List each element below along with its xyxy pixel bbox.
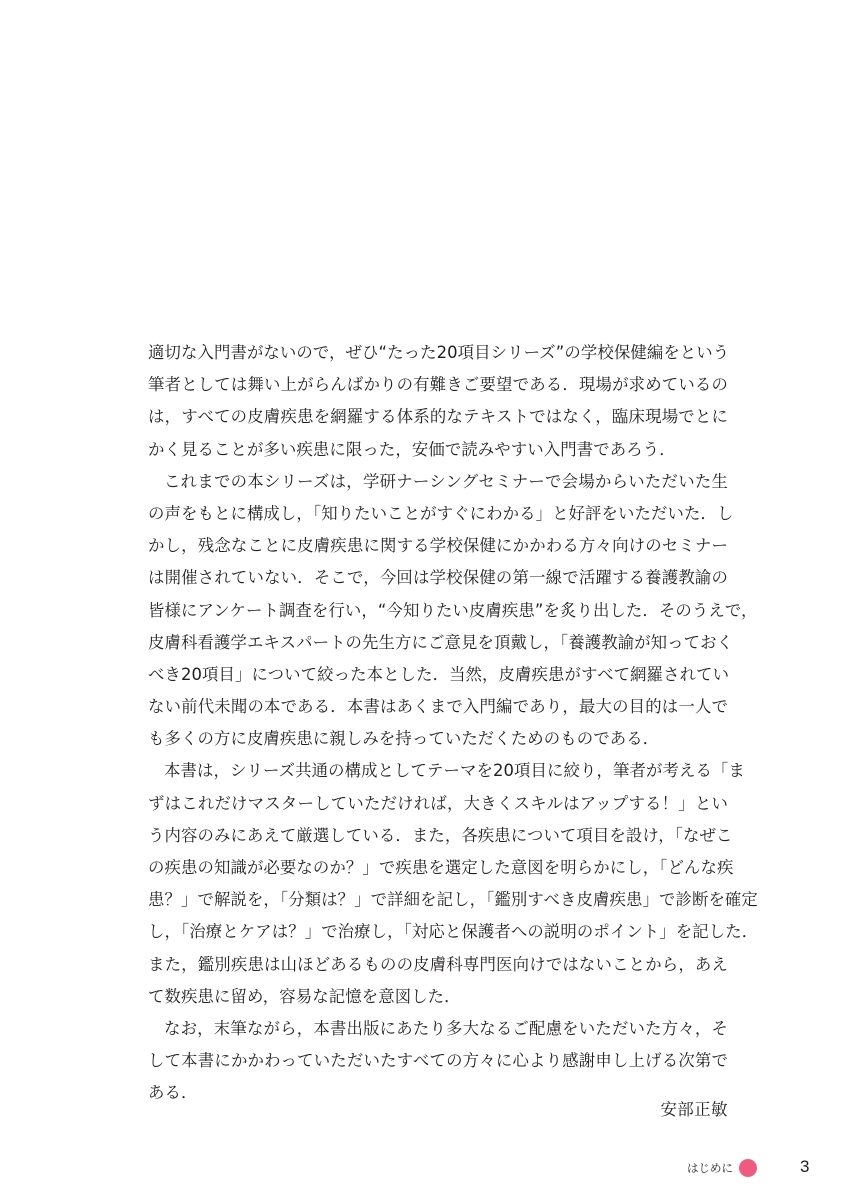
- body-line-7: かし，残念なことに皮膚疾患に関する学校保健にかかわる方々向けのセミナー: [148, 536, 728, 556]
- body-line-19: し，「治療とケアは？」で治療し，「対応と保護者への説明のポイント」を記した．: [148, 922, 759, 942]
- author-name: 安部正敏: [660, 1100, 728, 1119]
- body-line-20: また，鑑別疾患は山ほどあるものの皮膚科専門医向けではないことから，あえ: [148, 954, 728, 974]
- section-marker-dot-icon: [739, 1159, 757, 1177]
- body-line-17: の疾患の知識が必要なのか？」で疾患を選定した意図を明らかにし，「どんな疾: [148, 858, 734, 877]
- body-line-18: 患？」で解説を，「分類は？」で詳細を記し，「鑑別すべき皮膚疾患」で診断を確定: [148, 890, 758, 910]
- body-line-4: かく見ることが多い疾患に限った，安価で読みやすい入門書であろう．: [148, 439, 676, 459]
- body-line-10: 皮膚科看護学エキスパートの先生方にご意見を頂戴し，「養護教諭が知っておく: [148, 632, 734, 652]
- body-line-21: て数疾患に留め，容易な記憶を意図した．: [148, 986, 461, 1006]
- body-text: [148, 337, 759, 1110]
- body-line-1: 適切な入門書がないので，ぜひ“たった20項目シリーズ”の学校保健編をという: [148, 343, 730, 362]
- body-line-2: 筆者としては舞い上がらんばかりの有難きご要望である．現場が求めているの: [148, 375, 728, 395]
- body-line-16: う内容のみにあえて厳選している．また，各疾患について項目を設け，「なぜこ: [148, 825, 733, 845]
- body-line-15: ずはこれだけマスターしていただければ，大きくスキルはアップする！」とい: [148, 793, 728, 813]
- section-label: はじめに: [687, 1161, 733, 1175]
- body-line-6: の声をもとに構成し，「知りたいことがすぐにわかる」と好評をいただいた．し: [148, 503, 734, 523]
- body-line-12: ない前代未聞の本である．本書はあくまで入門編であり，最大の目的は一人で: [148, 697, 728, 717]
- body-line-13: も多くの方に皮膚疾患に親しみを持っていただくためのものである．: [148, 729, 660, 749]
- body-line-8: は開催されていない．そこで，今回は学校保健の第一線で活躍する養護教諭の: [148, 568, 728, 588]
- body-line-5: これまでの本シリーズは，学研ナーシングセミナーで会場からいただいた生: [164, 471, 728, 491]
- body-line-22: なお，末筆ながら，本書出版にあたり多大なるご配慮をいただいた方々，そ: [164, 1018, 728, 1038]
- body-line-3: は，すべての皮膚疾患を網羅する体系的なテキストではなく，臨床現場でとに: [148, 407, 728, 427]
- page-number: 3: [800, 1157, 810, 1176]
- body-line-23: して本書にかかわっていただいたすべての方々に心より感謝申し上げる次第で: [148, 1051, 728, 1071]
- body-line-24: ある．: [148, 1083, 198, 1103]
- body-line-14: 本書は，シリーズ共通の構成としてテーマを20項目に絞り，筆者が考える「ま: [164, 761, 745, 781]
- body-line-11: べき20項目」について絞った本とした．当然，皮膚疾患がすべて網羅されてい: [148, 664, 730, 684]
- body-line-9: 皆様にアンケート調査を行い，“今知りたい皮膚疾患”を炙り出した．そのうえで，: [148, 600, 758, 620]
